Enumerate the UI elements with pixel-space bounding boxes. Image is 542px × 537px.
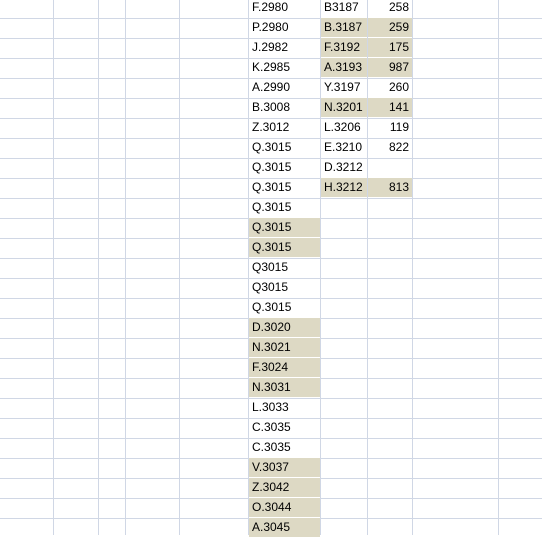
cell-column-e[interactable]: N.3021: [249, 338, 320, 357]
cell-column-e[interactable]: Q.3015: [249, 218, 320, 237]
cell-column-g-value[interactable]: 260: [388, 80, 409, 94]
cell-column-e[interactable]: C.3035: [252, 420, 291, 434]
cell-column-g-value[interactable]: 258: [388, 0, 409, 14]
cell-column-e[interactable]: Q.3015: [252, 200, 292, 214]
cell-column-f-code[interactable]: E.3210: [324, 140, 363, 154]
cell-column-e[interactable]: Q.3015: [252, 160, 292, 174]
column-gridline: [98, 0, 99, 535]
cell-column-f-code[interactable]: H.3212: [321, 178, 367, 197]
cell-column-f-code[interactable]: N.3201: [321, 98, 367, 117]
cell-column-e[interactable]: A.2990: [252, 80, 291, 94]
cell-column-e[interactable]: B.3008: [252, 100, 291, 114]
cell-column-f-code[interactable]: Y.3197: [324, 80, 361, 94]
cell-column-e[interactable]: F.3024: [249, 358, 320, 377]
cell-column-f-code[interactable]: B.3187: [321, 18, 367, 37]
cell-column-e[interactable]: A.3045: [249, 518, 320, 537]
cell-column-e[interactable]: Q.3015: [252, 300, 292, 314]
cell-column-e[interactable]: Z.3042: [249, 478, 320, 497]
cell-column-g-value[interactable]: 822: [388, 140, 409, 154]
cell-column-e[interactable]: C.3035: [252, 440, 291, 454]
cell-column-g-value[interactable]: 141: [368, 98, 412, 117]
cell-column-f-code[interactable]: F.3192: [321, 38, 367, 57]
cell-column-e[interactable]: Q.3015: [249, 238, 320, 257]
cell-column-e[interactable]: K.2985: [252, 60, 291, 74]
column-gridline: [412, 0, 413, 535]
cell-column-e[interactable]: F.2980: [252, 0, 289, 14]
column-gridline: [53, 0, 54, 535]
cell-column-g-value[interactable]: 813: [368, 178, 412, 197]
cell-column-e[interactable]: Z.3012: [252, 120, 290, 134]
cell-column-e[interactable]: O.3044: [249, 498, 320, 517]
cell-column-e[interactable]: Q.3015: [252, 140, 292, 154]
cell-column-e[interactable]: Q.3015: [252, 180, 292, 194]
column-gridline: [179, 0, 180, 535]
cell-column-e[interactable]: L.3033: [252, 400, 289, 414]
column-gridline: [498, 0, 499, 535]
cell-column-f-code[interactable]: D.3212: [324, 160, 363, 174]
cell-column-e[interactable]: J.2982: [252, 40, 289, 54]
cell-column-g-value[interactable]: 987: [368, 58, 412, 77]
cell-column-e[interactable]: P.2980: [252, 20, 289, 34]
cell-column-g-value[interactable]: [368, 158, 412, 177]
cell-column-g-value[interactable]: 175: [368, 38, 412, 57]
cell-column-e[interactable]: N.3031: [249, 378, 320, 397]
cell-column-f-code[interactable]: B3187: [324, 0, 359, 14]
cell-column-e[interactable]: Q3015: [252, 260, 289, 274]
column-gridline: [125, 0, 126, 535]
cell-column-e[interactable]: V.3037: [249, 458, 320, 477]
cell-column-e[interactable]: Q3015: [252, 280, 289, 294]
cell-column-f-code[interactable]: L.3206: [324, 120, 361, 134]
cell-column-f-code[interactable]: A.3193: [321, 58, 367, 77]
cell-column-e[interactable]: D.3020: [249, 318, 320, 337]
cell-column-g-value[interactable]: 119: [389, 120, 409, 134]
cell-column-g-value[interactable]: 259: [368, 18, 412, 37]
